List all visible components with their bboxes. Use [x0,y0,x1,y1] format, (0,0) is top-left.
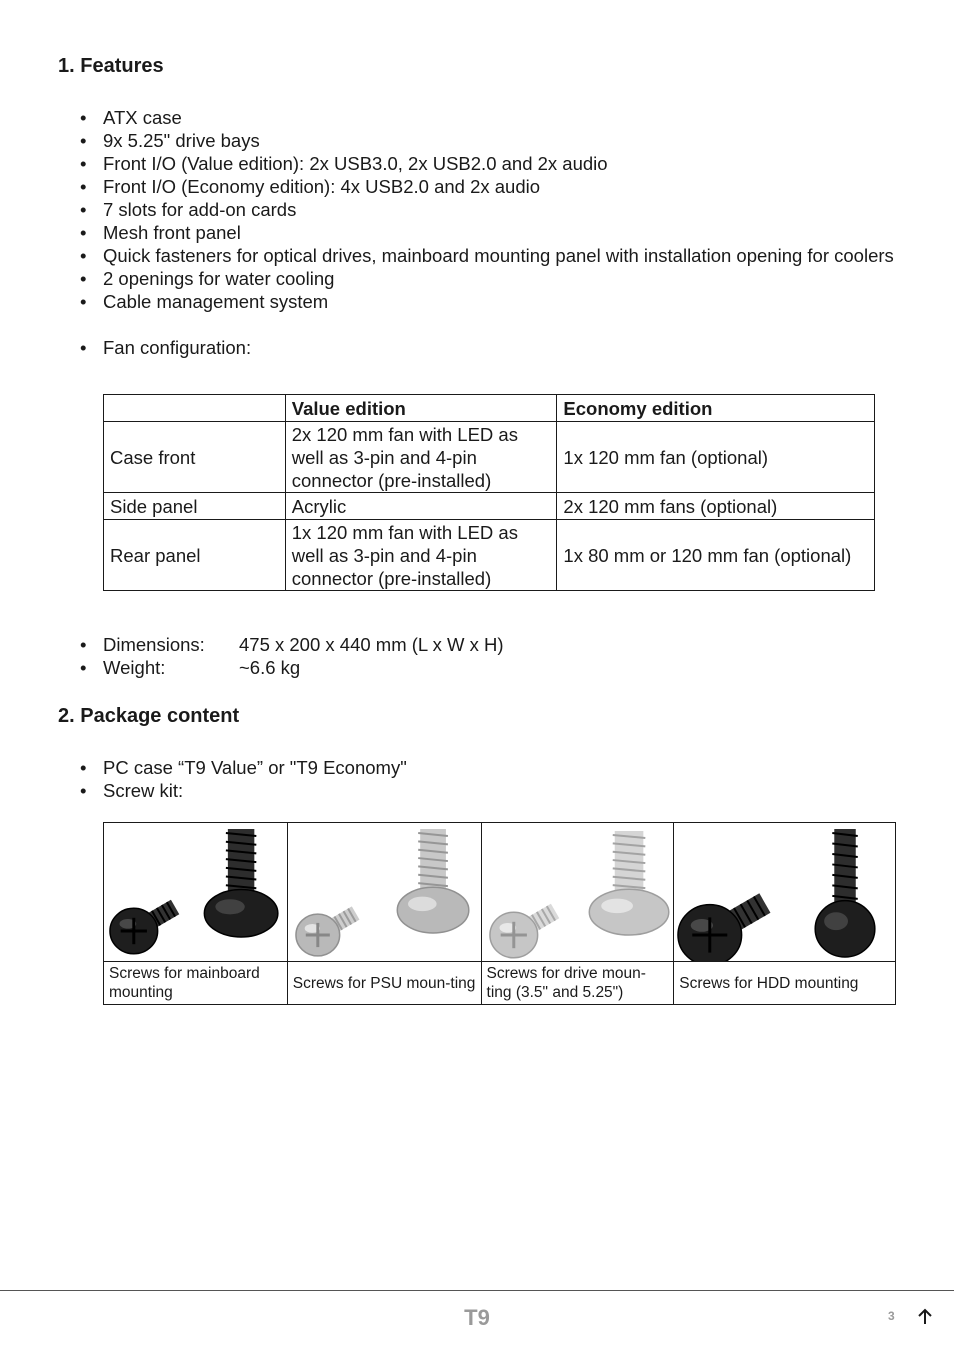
table-header-cell: Economy edition [557,395,875,422]
dimensions-label: Dimensions: [103,634,205,655]
table-cell: Case front [104,422,286,493]
table-cell: 1x 120 mm fan with LED as well as 3-pin and 4-pin connector (pre-installed) [285,520,557,591]
screw-head [397,887,469,933]
fan-configuration-table [103,394,875,591]
list-item: • 9x 5.25" drive bays [80,129,910,152]
screw-photo-cell [104,823,288,962]
list-item: • Screw kit: [80,779,910,802]
list-item: • Cable management system [80,290,910,313]
screw-lying [489,904,558,958]
drive-screw-photo [482,823,674,961]
weight-item [80,656,910,679]
hdd-screw-photo [674,823,895,961]
list-item: • Quick fasteners for optical drives, mainboard mounting panel with installation opening for coolers [80,244,910,267]
screw-standing [815,829,875,957]
screw-caption: Screws for HDD mounting [674,962,896,1005]
list-item: • 7 slots for add-on cards [80,198,910,221]
features-heading: 1. Features [58,55,164,77]
mainboard-screw-photo [104,823,287,961]
table-row [104,422,875,493]
screw-highlight [215,899,244,914]
table-cell: 2x 120 mm fans (optional) [557,493,875,520]
table-cell: 2x 120 mm fan with LED as well as 3-pin and 4-pin connector (pre-installed) [285,422,557,493]
screw-lying [110,900,179,954]
psu-screw-photo [288,823,481,961]
list-item: • 2 openings for water cooling [80,267,910,290]
list-item: • Front I/O (Economy edition): 4x USB2.0 and 2x audio [80,175,910,198]
screw-highlight [601,899,633,914]
dimensions-value: 475 x 200 x 440 mm (L x W x H) [239,634,504,655]
screw-lying [678,893,770,961]
screw-lying [296,906,360,956]
dimensions-item [80,633,910,656]
screw-head [815,901,875,957]
model-name: T9 [464,1305,490,1330]
screw-standing [589,831,668,935]
screw-head [589,889,668,935]
screw-image-row [104,823,896,962]
list-item: • PC case “T9 Value” or "T9 Economy" [80,756,910,779]
table-cell: Rear panel [104,520,286,591]
table-cell: 1x 120 mm fan (optional) [557,422,875,493]
table-header-cell: Value edition [285,395,557,422]
screw-standing [397,829,469,933]
table-cell: Acrylic [285,493,557,520]
screw-highlight [824,912,848,930]
screw-photo-cell [674,823,896,962]
weight-label: Weight: [103,657,166,678]
table-row [104,520,875,591]
screw-highlight [408,897,437,912]
fan-configuration-label: • Fan configuration: [80,336,910,359]
list-item: • Mesh front panel [80,221,910,244]
specs-list [80,633,910,679]
screw-kit-table [103,822,896,1005]
package-heading: 2. Package content [58,705,240,727]
table-header-row [104,395,875,422]
weight-value: ~6.6 kg [239,657,301,678]
screw-caption: Screws for mainboard mounting [104,962,288,1005]
table-row [104,493,875,520]
table-cell: Side panel [104,493,286,520]
table-cell: 1x 80 mm or 120 mm fan (optional) [557,520,875,591]
screw-standing [204,829,278,937]
screw-head [204,889,278,937]
screw-caption: Screws for drive moun-ting (3.5" and 5.25") [481,962,674,1005]
list-item: • Front I/O (Value edition): 2x USB3.0, 2x USB2.0 and 2x audio [80,152,910,175]
screw-photo-cell [287,823,481,962]
table-header-cell [104,395,286,422]
package-list [80,756,910,802]
page-number: 3 [888,1309,895,1323]
screw-caption: Screws for PSU moun-ting [287,962,481,1005]
list-item: • ATX case [80,106,910,129]
features-list [80,106,910,359]
arrow-up-icon[interactable] [915,1307,935,1327]
footer-divider [0,1290,954,1291]
screw-photo-cell [481,823,674,962]
screw-caption-row [104,962,896,1005]
